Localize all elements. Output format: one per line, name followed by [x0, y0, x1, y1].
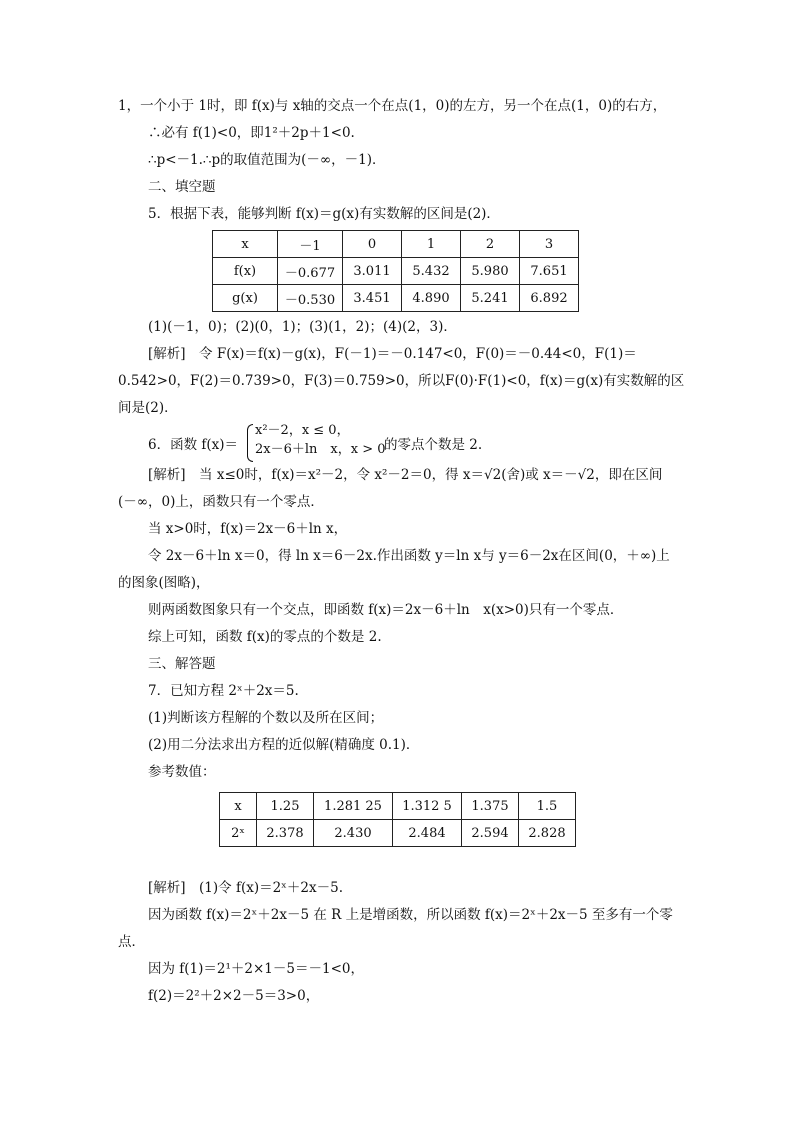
- table-cell: 3.451: [343, 285, 402, 312]
- table-cell: g(x): [213, 285, 278, 312]
- table-cell: 2.594: [462, 820, 519, 847]
- table-cell: 7.651: [520, 258, 579, 285]
- table-row: [213, 231, 579, 258]
- table-cell: 1.375: [462, 793, 519, 820]
- table-cell: f(x): [213, 258, 278, 285]
- question-7-part-2: (2)用二分法求出方程的近似解(精确度 0.1)．: [148, 737, 420, 753]
- analysis-text: 因为函数 f(x)＝2ˣ＋2x－5 在 R 上是增函数，所以函数 f(x)＝2ˣ＋2x－5 至多有一个零: [148, 907, 673, 923]
- analysis-text: [解析] 令 F(x)＝f(x)－g(x)，F(－1)＝－0.147<0，F(0)＝－0.44<0，F(1)＝: [148, 346, 637, 362]
- table-cell: 2.484: [393, 820, 462, 847]
- table-row: [213, 258, 579, 285]
- analysis-text: 间是(2)．: [118, 400, 178, 416]
- question-7-part-1: (1)判断该方程解的个数以及所在区间；: [148, 710, 384, 726]
- reference-label: 参考数值：: [148, 764, 216, 780]
- analysis-text: 因为 f(1)＝2¹＋2×1－5＝－1<0，: [148, 961, 364, 977]
- table-cell: 3: [520, 231, 579, 258]
- table-cell: 2: [461, 231, 520, 258]
- analysis-text: 则两函数图象只有一个交点，即函数 f(x)＝2x－6＋ln x(x>0)只有一个零点．: [148, 602, 624, 618]
- table-cell: x: [220, 793, 257, 820]
- text-line: ∴p<－1.∴p的取值范围为(－∞，－1)．: [148, 152, 386, 168]
- table-cell: 2ˣ: [220, 820, 257, 847]
- analysis-text: 的图象(图略)，: [118, 575, 210, 591]
- table-cell: 5.980: [461, 258, 520, 285]
- question-5: 5．根据下表，能够判断 f(x)＝g(x)有实数解的区间是(2)．: [148, 206, 500, 222]
- analysis-text: 当 x>0时，f(x)＝2x－6＋ln x，: [148, 521, 348, 537]
- table-cell: 3.011: [343, 258, 402, 285]
- section-heading: 三、解答题: [148, 656, 216, 672]
- text-line: ∴必有 f(1)<0，即1²＋2p＋1<0.: [148, 125, 355, 141]
- analysis-text: 综上可知，函数 f(x)的零点的个数是 2.: [148, 629, 382, 645]
- table-cell: 1.25: [257, 793, 314, 820]
- analysis-text: f(2)＝2²＋2×2－5＝3>0，: [148, 988, 320, 1004]
- table-cell: 0: [343, 231, 402, 258]
- table-cell: 4.890: [402, 285, 461, 312]
- table-cell: －0.677: [278, 258, 343, 285]
- table-cell: 2.828: [519, 820, 576, 847]
- table-cell: －1: [278, 231, 343, 258]
- answer-options: (1)(－1，0)；(2)(0，1)；(3)(1，2)；(4)(2，3)．: [148, 319, 457, 335]
- table-cell: 2.430: [314, 820, 393, 847]
- table-cell: 1.312 5: [393, 793, 462, 820]
- analysis-text: [解析] (1)令 f(x)＝2ˣ＋2x－5.: [148, 880, 343, 896]
- table-cell: x: [213, 231, 278, 258]
- table-cell: 5.241: [461, 285, 520, 312]
- table-cell: 1.5: [519, 793, 576, 820]
- question-6-lead: 6．函数 f(x)＝: [148, 437, 239, 453]
- piecewise-case-2: 2x－6＋ln x，x > 0: [255, 442, 386, 457]
- analysis-text: [解析] 当 x≤0时，f(x)＝x²－2，令 x²－2＝0，得 x＝√2(舍)或 x＝－√2，即在区间: [148, 467, 663, 483]
- table-cell: 2.378: [257, 820, 314, 847]
- table-cell: －0.530: [278, 285, 343, 312]
- table-cell: 6.892: [520, 285, 579, 312]
- left-brace: [247, 424, 253, 462]
- table-cell: 1: [402, 231, 461, 258]
- table-cell: 5.432: [402, 258, 461, 285]
- piecewise-case-1: x²－2，x ≤ 0，: [255, 423, 350, 438]
- table-row: [220, 793, 576, 820]
- table-row: [213, 285, 579, 312]
- analysis-text: 0.542>0，F(2)＝0.739>0，F(3)＝0.759>0，所以F(0)·F(1)<0，f(x)＝g(x)有实数解的区: [118, 373, 685, 389]
- section-heading: 二、填空题: [148, 179, 216, 195]
- analysis-text: 令 2x－6＋ln x＝0，得 ln x＝6－2x.作出函数 y＝ln x与 y＝6－2x在区间(0，＋∞)上: [148, 548, 670, 564]
- table-row: [220, 820, 576, 847]
- analysis-text: 点．: [118, 934, 145, 950]
- text-line: 1，一个小于 1时，即 f(x)与 x轴的交点一个在点(1，0)的左方，另一个在点(1，0)的右方，: [118, 98, 667, 114]
- question-6-tail: 的零点个数是 2.: [384, 437, 483, 453]
- analysis-text: (－∞，0)上，函数只有一个零点．: [118, 494, 324, 510]
- values-table-1: [212, 230, 579, 312]
- values-table-2: [219, 792, 576, 847]
- table-cell: 1.281 25: [314, 793, 393, 820]
- question-7: 7．已知方程 2ˣ＋2x＝5.: [148, 683, 299, 699]
